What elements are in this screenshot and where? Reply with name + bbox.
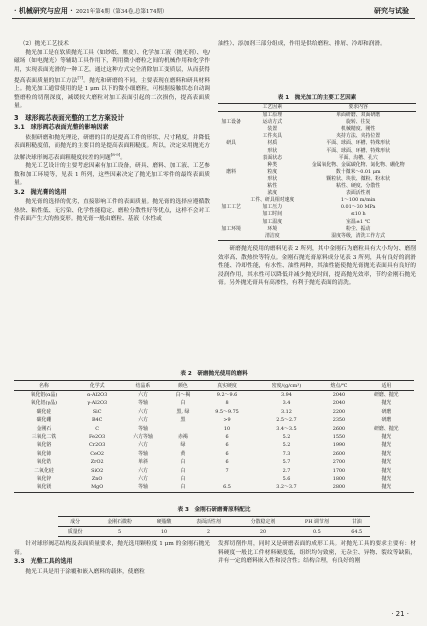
table-cell	[218, 126, 244, 133]
table-row	[14, 408, 414, 416]
table-row	[218, 233, 416, 241]
table-header-row	[14, 381, 414, 391]
table-cell: CeO2	[90, 450, 105, 457]
table-cell: 单斜	[138, 459, 148, 466]
table-cell: 粘性、硬度、分散性	[336, 183, 381, 190]
table-cell: SiC	[92, 408, 102, 415]
table-cell: 抛光	[381, 450, 392, 457]
table-cell: 等轴	[138, 450, 148, 457]
table-cell: 1700	[332, 467, 346, 474]
table-cell: 环境	[267, 225, 278, 232]
table3-caption: 表 3 金刚石研磨膏原料配比	[177, 507, 251, 513]
table-cell: 5.6	[282, 476, 291, 483]
table-row	[14, 483, 414, 492]
table-header-cell: 成分	[58, 517, 92, 527]
table-cell: 白	[180, 459, 186, 466]
paragraph: 针对球形阀芯结构及表面质量要求，抛光选用颗粒度 1 μm 的金刚石抛光膏。	[14, 541, 210, 556]
table-cell: 2200	[332, 408, 346, 415]
table-cell: 粒度	[267, 168, 278, 175]
table-cell: 7	[225, 467, 229, 474]
table-cell: 5.2	[282, 434, 291, 441]
paragraph	[14, 49, 210, 111]
table-cell: 等轴	[138, 484, 148, 491]
table-cell: 氧化锆	[36, 459, 52, 466]
issue-info: 2021年第4期（第34卷,总第174期）	[75, 9, 168, 15]
table-row	[218, 112, 416, 120]
table-row	[218, 148, 416, 155]
table-header-cell: 化学式	[74, 381, 121, 391]
table-cell: 室温±1 ℃	[346, 218, 371, 225]
table-cell: 氧化铝(γ晶)	[30, 400, 58, 407]
table-cell: 10	[223, 425, 231, 432]
table-cell: 6	[225, 450, 229, 457]
table-cell: 3.2～3.7	[276, 484, 297, 491]
table-cell: 三氧化二铁	[31, 434, 57, 441]
table2-caption: 表 2 研磨抛光使用的磨料	[180, 371, 248, 377]
table-cell: 单面研磨、双面研磨	[336, 112, 381, 119]
table-cell: 3.12	[281, 408, 292, 415]
paragraph: 抛光工具是用于涂覆和嵌入磨料的载体，使磨粒	[25, 568, 145, 575]
header-rule	[12, 18, 415, 19]
table-header-cell: 真实硬度	[200, 381, 253, 391]
table-cell: 白	[180, 400, 186, 407]
table-cell: 等轴	[138, 425, 148, 432]
table-cell: 工件夹具	[262, 133, 283, 140]
table-cell: 研具	[226, 140, 237, 147]
table-cell: γ-Al2O3	[87, 400, 108, 407]
table-cell: 2040	[332, 400, 346, 407]
table-cell: 白	[180, 476, 186, 483]
paragraph: 发挥切削作用，同时又是研磨表面的成形工具。对抛光工具的要求主要有：材料硬度一般比工件材料硬度低，组织均匀致密，无杂尘、异物、裂纹等缺陷，并有一定的磨料嵌入性和浸含性；结构合理，有良好的刚	[218, 541, 416, 564]
table-cell: 数十微米～0.01 μm	[335, 168, 381, 175]
table-cell: 绿	[180, 442, 186, 449]
table-header-cell: 甘油	[343, 517, 370, 527]
left-column	[14, 40, 210, 224]
table-header-cell: 要求内容	[300, 104, 416, 112]
table-cell	[218, 190, 244, 197]
table-header-row	[218, 104, 416, 112]
table-cell: 平面、球面、环槽、特殊形状	[326, 147, 390, 154]
table2-abrasives	[14, 380, 414, 493]
section-heading-3: 3 球形阀芯表面光整的工艺方案设计	[14, 113, 125, 122]
table-cell: 10	[160, 528, 168, 535]
table-cell	[218, 233, 244, 241]
table-cell: 黑	[180, 417, 186, 424]
table-cell	[218, 155, 244, 162]
table-cell: 3.94	[281, 392, 292, 398]
table-cell: 5.2	[282, 442, 291, 449]
table-cell: 六方	[138, 442, 148, 449]
table-cell: 8	[225, 400, 229, 407]
table-cell: 抛光	[381, 442, 392, 449]
table-cell: 等轴	[138, 400, 148, 407]
table-row	[218, 155, 416, 162]
table-cell: 加工压力	[262, 204, 283, 211]
paragraph: 抛光工艺设计的主要考虑因素有加工设备，研具、磨料、加工液、工艺参数和加工环境等，见表 1 所列，这些因素决定了抛光加工零件的最终表面质量。	[14, 163, 210, 187]
table-cell: 加工时间	[262, 211, 283, 218]
table-row	[218, 140, 416, 147]
table-cell: 3.4～3.5	[276, 425, 297, 432]
table-cell: 工件、研具相对速度	[250, 197, 295, 204]
table-cell: 颗粒状、块状、微粉、粉末状	[326, 175, 390, 182]
table-row	[218, 190, 416, 197]
table-cell: 种类	[267, 161, 278, 168]
table-cell: 形状	[267, 147, 278, 154]
table-cell: 抛光	[381, 467, 392, 474]
table-cell: 9.5～9.75	[215, 408, 239, 415]
table-cell: 白～褐	[175, 392, 191, 398]
table-cell: 氧化铬	[36, 442, 52, 449]
bottom-right-column	[218, 540, 416, 566]
table-cell: ≤10 h	[350, 211, 366, 218]
paragraph-text: 。抛光和研磨的不同，主要表现在磨料和研具材料上。抛光加工通常使用的是 1 μm 以下的微小细磨粒，可根据接触状态自动调整磨粒的切削深度，减缓较大磨粒对加工表面引起的二次损伤，提高表面质量。	[14, 77, 211, 110]
table-row	[14, 425, 414, 433]
table-header-cell: PH 调节剂	[290, 517, 343, 527]
paragraph: 研磨抛光使用的磨料见表 2 所列，其中金刚石为磨粒具有大小均匀、磨削效率高、散热快等特点。金刚石抛光膏原料成分见表 3 所列，具有良好的润滑性能、冷却性能，有水性、油性两种，其油性能使抛光膏抛光表面具有良好的浸润作用，其水性可以降低并减少抛光时间，提高抛光效率，节约金刚石抛光膏。另外抛光膏具有高渗性，有利于抛光表面的清洗。	[218, 246, 416, 286]
table-cell: 形状	[267, 175, 278, 182]
table-cell: 抛光	[381, 484, 392, 491]
table-cell: 金属氧化物、金属碳化物、氮化物、硼化物	[311, 161, 405, 168]
table-cell	[218, 183, 244, 190]
running-header-section: 研究与试验	[374, 6, 409, 15]
table-cell: 六方	[138, 467, 148, 474]
table-cell: 碳化硅	[36, 408, 52, 415]
table1-caption: 表 1 抛光加工的主要工艺因素	[277, 95, 357, 101]
table-cell: 研磨	[381, 408, 392, 415]
table-row	[14, 450, 414, 458]
table-cell: 2	[206, 528, 211, 535]
table-cell: MgO	[91, 484, 104, 491]
table-row	[14, 467, 414, 475]
table-cell: 6	[225, 434, 229, 441]
table-cell: 材质	[267, 140, 278, 147]
table-cell	[200, 475, 253, 483]
table-header-cell	[218, 104, 244, 112]
table-row	[218, 169, 416, 176]
table-cell: 粘性	[267, 183, 278, 190]
table-row	[218, 219, 416, 226]
table-cell: B4C	[91, 417, 103, 424]
table-cell: >9	[223, 417, 231, 424]
table-cell: 1550	[332, 434, 346, 441]
table-cell: 黑, 绿	[176, 408, 190, 415]
table-cell: 3.4	[282, 400, 291, 407]
table-cell	[218, 219, 244, 226]
table3-paste-formula	[58, 516, 370, 537]
table-row	[218, 204, 416, 211]
table-cell: 磨料	[226, 168, 237, 175]
journal-name: · 机械研究与应用 ·	[14, 6, 73, 15]
table-cell: 0.5	[312, 528, 321, 535]
subheading-polish-tech: （2）抛光工艺技术	[19, 41, 69, 47]
table-row	[218, 162, 416, 169]
table-cell: 氧化镁	[36, 484, 52, 491]
paragraph-text: 依据研磨和抛光理论，研磨的目的是提高工件的形状、尺寸精度，并降低表面粗糙度值，而抛光的主要目的是提高表面粗糙度。所以，决定采用抛光方法解决球形阀芯表面粗糙度较差的问题	[14, 134, 210, 161]
table-cell: 清洁度	[264, 232, 280, 239]
table-cell: 白	[180, 467, 186, 474]
table-header-cell: 名称	[14, 381, 74, 391]
table-cell: 质量份	[67, 529, 83, 535]
table-header-row	[58, 517, 370, 527]
table-row	[14, 399, 414, 407]
table-row	[14, 441, 414, 449]
table-row	[14, 475, 414, 483]
table-header-cell: 工艺因素	[244, 104, 300, 112]
table-cell: ZrO2	[90, 459, 104, 466]
table-cell: 装置	[267, 126, 278, 133]
table-header-cell: 密度/(g/cm³)	[254, 381, 320, 391]
table-cell	[165, 425, 200, 433]
table-cell: α-Al2O3	[87, 392, 108, 398]
table-cell: 六方	[138, 476, 148, 483]
table-cell: 六方	[138, 408, 148, 415]
section-heading-3-2: 3.2 抛光膏的选用	[14, 188, 67, 196]
table-cell: 平面、球面、环槽、特殊形状	[326, 140, 390, 147]
right-column-top	[218, 40, 416, 49]
table-cell: 加工设备	[221, 119, 241, 126]
bottom-left-column	[14, 540, 210, 576]
table-cell: 研磨、抛光	[374, 425, 399, 432]
table-row	[14, 458, 414, 466]
table-cell	[218, 162, 244, 169]
table-cell: 6.5	[223, 484, 231, 491]
table-cell: 研磨、抛光	[374, 392, 399, 398]
table-cell: 氧化铝(α晶)	[30, 392, 58, 398]
table-cell: 金刚石	[36, 425, 52, 432]
table-cell: 1800	[332, 476, 346, 483]
table-cell: 2600	[332, 450, 346, 457]
table-cell: C	[95, 425, 100, 432]
table-cell: SiO2	[91, 467, 104, 474]
table-cell: 抛光	[381, 459, 392, 466]
table-header-cell: 金刚石微粉	[92, 517, 147, 527]
table-cell: 2040	[332, 392, 346, 398]
table-cell: 2.7	[282, 467, 291, 474]
table-cell: 氧化锌	[36, 476, 52, 483]
table-cell: 粉尘、振动	[345, 225, 371, 232]
table-cell: 加工环境	[221, 225, 241, 232]
paragraph	[14, 134, 210, 162]
table-cell: 湿度等级，清洗工作方式	[331, 232, 386, 239]
table-cell	[218, 176, 244, 183]
table-cell: 64.5	[351, 528, 363, 535]
table-row	[218, 197, 416, 204]
table-row	[218, 226, 416, 233]
table-cell: 1～100 m/min	[340, 197, 376, 204]
table-cell: 黄	[180, 450, 186, 457]
table-header-cell: 颜色	[165, 381, 200, 391]
table-cell: 旋转、往复	[345, 119, 371, 126]
table-cell: 二氧化硅	[34, 467, 54, 474]
table-cell: 2.5～2.7	[276, 417, 297, 424]
table-header-cell: 表面活性剂	[181, 517, 236, 527]
table-cell: 夹持方法、夹持位置	[336, 133, 381, 140]
table-cell: 六方等轴	[133, 434, 153, 441]
table-header-cell: 熔点/℃	[319, 381, 358, 391]
table-row	[218, 183, 416, 190]
citation: [8-9]	[110, 151, 121, 157]
table-cell: 氧化铈	[36, 450, 52, 457]
table-cell: 20	[259, 528, 267, 535]
table-cell: 加工温度	[262, 218, 283, 225]
table-row	[14, 416, 414, 424]
table-header-cell: 硬脂酸	[147, 517, 181, 527]
table-row	[14, 391, 414, 400]
table-cell: 6	[225, 459, 229, 466]
table1-process-factors	[218, 103, 416, 241]
paragraph: 抛光膏的选择的优劣，直接影响工件的表面质量。抛光膏的选择应遵循散热快、粘性低、无污染、化学性能稳定、磨粒分散性好等优点，这样不会对工件表面产生大的热变形。抛光膏一般由磨粒、基液（水性或	[14, 199, 210, 223]
table-cell: 1990	[332, 442, 346, 449]
table-row	[218, 119, 416, 126]
table-cell: 2600	[332, 425, 346, 432]
paragraph-text: 抛光加工是在软质抛光工具（如纱纸、塵皮）、化学加工液（抛光剂）、电/磁场（如电抛光）等辅助工具作用下，利用微小磨粒之间的机械作用和化学作用，实现表面光滑的一种工艺，通过这种方式完全消除加工变质层，从而获得提高表面质量的加工方法	[14, 49, 210, 84]
table-row	[218, 211, 416, 218]
table-cell: ZnO	[91, 476, 103, 483]
table-cell: Fe2O3	[89, 434, 106, 441]
page-number: · 21 ·	[391, 610, 409, 618]
section-heading-3-1: 3.1 球形阀芯表面光整的影响因素	[14, 124, 109, 132]
table-row	[218, 176, 416, 183]
table-cell: 0.01～30 MPa	[340, 204, 376, 211]
citation: [7]	[77, 75, 84, 80]
table-cell: 加工原理	[262, 112, 283, 119]
table-cell: 6	[225, 442, 229, 449]
table-header-cell: 适用	[359, 381, 414, 391]
table-cell: 赤褐	[178, 434, 188, 441]
table-cell: 运动方式	[262, 119, 283, 126]
table-cell: 5	[118, 528, 122, 535]
table-cell: 研磨	[381, 417, 392, 424]
table-cell: 2350	[332, 417, 346, 424]
table-cell: 2700	[332, 459, 346, 466]
table-cell: 机械精度、刚性	[341, 126, 376, 133]
table-cell: 六方	[138, 417, 148, 424]
running-header-left	[14, 6, 168, 16]
right-column-middle	[218, 245, 416, 288]
table-cell: 抛光	[381, 400, 392, 407]
paragraph: 油性）、添加剂三部分组成，作用是供给磨粒、排屑、冷却和润滑。	[218, 41, 386, 47]
table-cell: 平面、沟槽、孔穴	[338, 154, 378, 161]
table-row	[58, 527, 370, 537]
table-cell: 抛光	[381, 476, 392, 483]
table-cell: 表面活性剂	[345, 190, 371, 197]
section-heading-3-3: 3.3 光整工具的选用	[14, 558, 73, 565]
table-header-cell: 分散稳定剂	[236, 517, 291, 527]
table-cell	[218, 211, 244, 218]
table-row	[14, 433, 414, 441]
table-cell: 2800	[332, 484, 346, 491]
table-cell: 六方	[138, 392, 148, 398]
paragraph-text: 。	[120, 154, 126, 161]
table-cell: 表面状态	[262, 154, 283, 161]
table-cell: 5.7	[282, 459, 291, 466]
table-cell: 碳化硼	[36, 417, 52, 424]
table-cell: 7.3	[282, 450, 291, 457]
table-cell: 白	[180, 484, 186, 491]
table-header-cell: 结晶系	[120, 381, 165, 391]
table-cell: 加工工艺	[221, 204, 241, 211]
table-cell: 抛光	[381, 434, 392, 441]
table-cell	[218, 148, 244, 155]
table-cell: Cr2O3	[89, 442, 106, 449]
table-cell: 9.2～9.6	[216, 392, 238, 398]
table-row	[218, 126, 416, 133]
table-cell: 浓度	[267, 190, 278, 197]
